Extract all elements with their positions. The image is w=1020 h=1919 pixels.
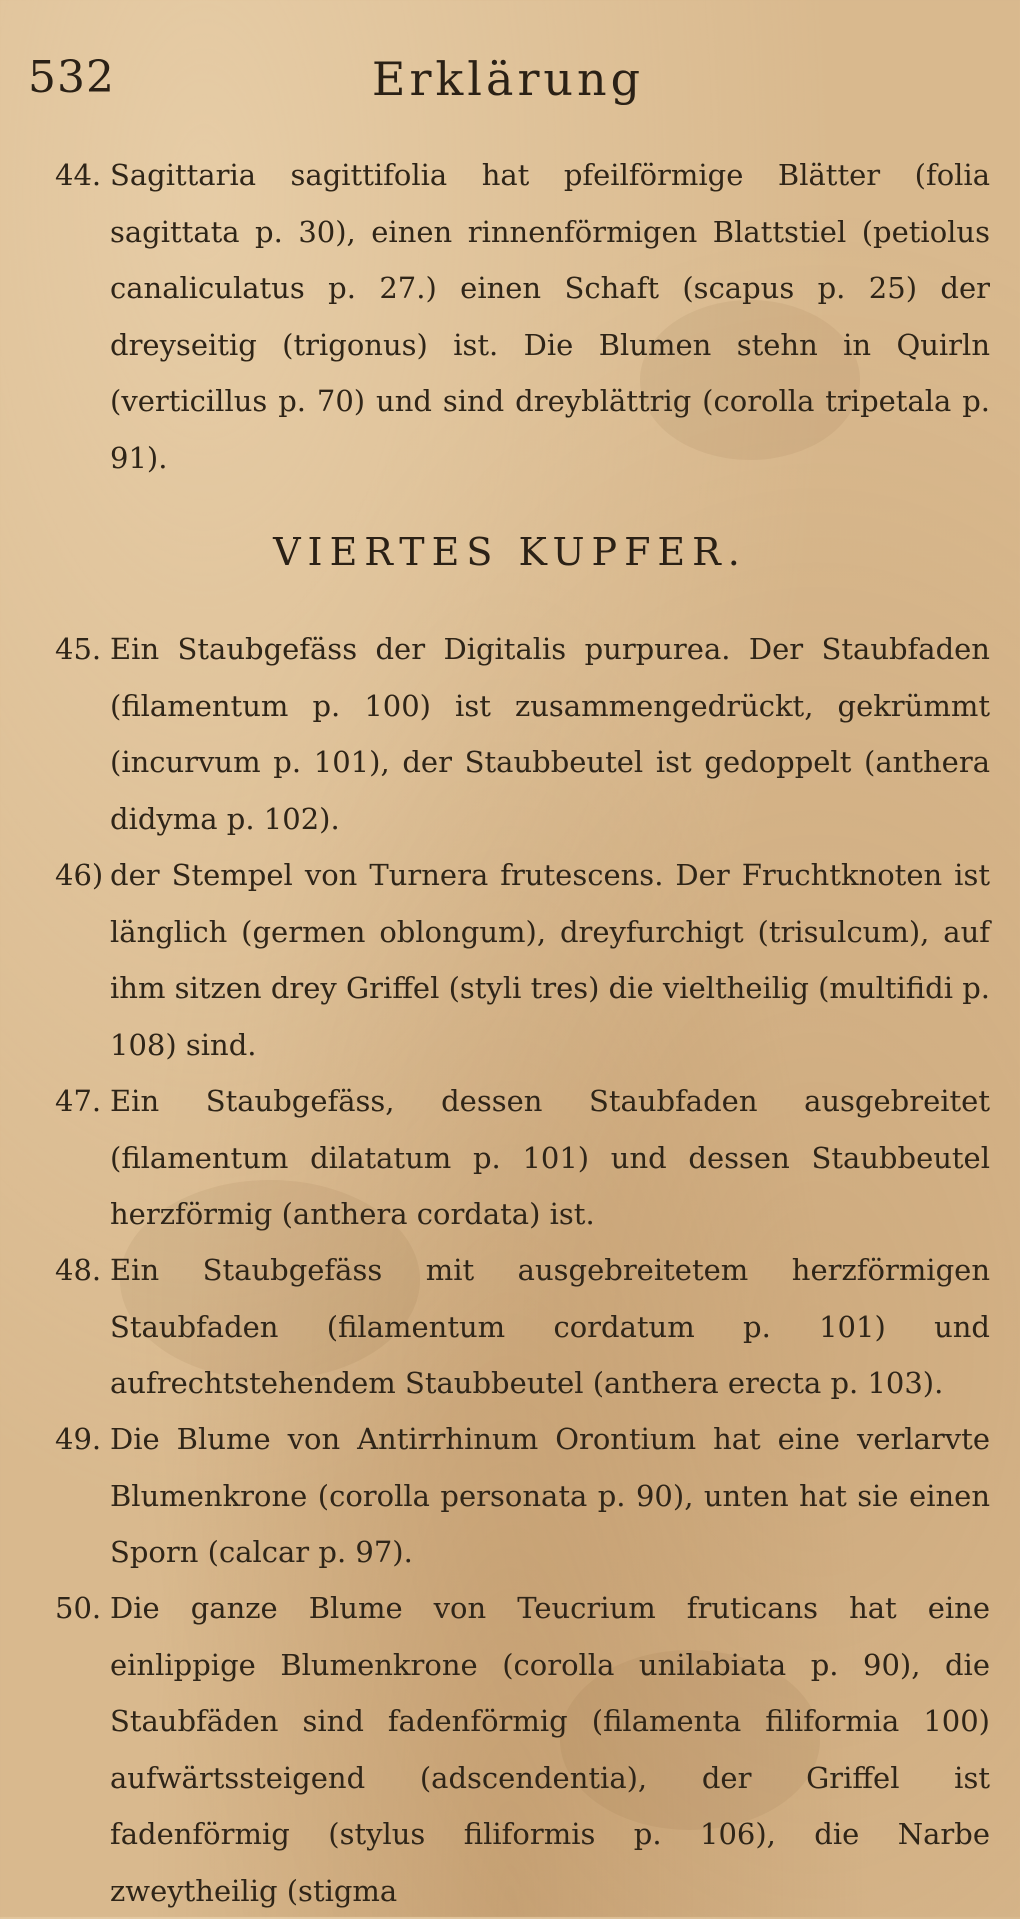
entry-48 bbox=[55, 1242, 990, 1412]
entry-text: Die ganze Blume von Teucrium fruticans hat eine einlippige Blumenkrone (corolla unilabiata p. 90), die Staubfäden sind fadenförmig (filamenta filiformia 100) aufwärtssteigend (adscendentia), der Griffel ist fadenförmig (stylus filiformis p. 106), die Narbe zweytheilig (stigma bbox=[110, 1591, 990, 1908]
section-heading: VIERTES KUPFER. bbox=[273, 530, 747, 574]
entry-45 bbox=[55, 621, 990, 847]
entry-46 bbox=[55, 847, 990, 1073]
entry-text: Ein Staubgefäss, dessen Staubfaden ausgebreitet (filamentum dilatatum p. 101) und dessen Staubbeutel herzförmig (anthera cordata) ist. bbox=[110, 1084, 990, 1231]
page-number: 532 bbox=[28, 52, 115, 103]
entry-number: 48. bbox=[55, 1253, 102, 1287]
entry-text: Sagittaria sagittifolia hat pfeilförmige Blätter (folia sagittata p. 30), einen rinnenförmigen Blattstiel (petiolus canaliculatus p. 27.) einen Schaft (scapus p. 25) der dreyseitig (trigonus) ist. Die Blumen stehn in Quirln (verticillus p. 70) und sind dreyblättrig (corolla tripetala p. 91). bbox=[110, 158, 990, 475]
entry-49 bbox=[55, 1411, 990, 1581]
entry-number: 46) bbox=[55, 858, 104, 892]
entry-50 bbox=[55, 1580, 990, 1919]
entry-number: 44. bbox=[55, 158, 102, 192]
entry-number: 47. bbox=[55, 1084, 102, 1118]
entry-number: 49. bbox=[55, 1422, 102, 1456]
entry-number: 50. bbox=[55, 1591, 102, 1625]
entry-text: der Stempel von Turnera frutescens. Der Fruchtknoten ist länglich (germen oblongum), dreyfurchigt (trisulcum), auf ihm sitzen drey Griffel (styli tres) die vieltheilig (multifidi p. 108) sind. bbox=[110, 858, 990, 1062]
running-title: Erklärung bbox=[371, 52, 645, 106]
entry-47 bbox=[55, 1073, 990, 1243]
page-header bbox=[28, 52, 988, 112]
entry-text: Ein Staubgefäss der Digitalis purpurea. Der Staubfaden (filamentum p. 100) ist zusammengedrückt, gekrümmt (incurvum p. 101), der Staubbeutel ist gedoppelt (anthera didyma p. 102). bbox=[110, 632, 990, 836]
entry-number: 45. bbox=[55, 632, 102, 666]
entry-text: Ein Staubgefäss mit ausgebreitetem herzförmigen Staubfaden (filamentum cordatum p. 101) und aufrechtstehendem Staubbeutel (anthera erecta p. 103). bbox=[110, 1253, 990, 1400]
entry-44 bbox=[55, 147, 990, 486]
entry-text: Die Blume von Antirrhinum Orontium hat eine verlarvte Blumenkrone (corolla personata p. 90), unten hat sie einen Sporn (calcar p. 97). bbox=[110, 1422, 990, 1569]
